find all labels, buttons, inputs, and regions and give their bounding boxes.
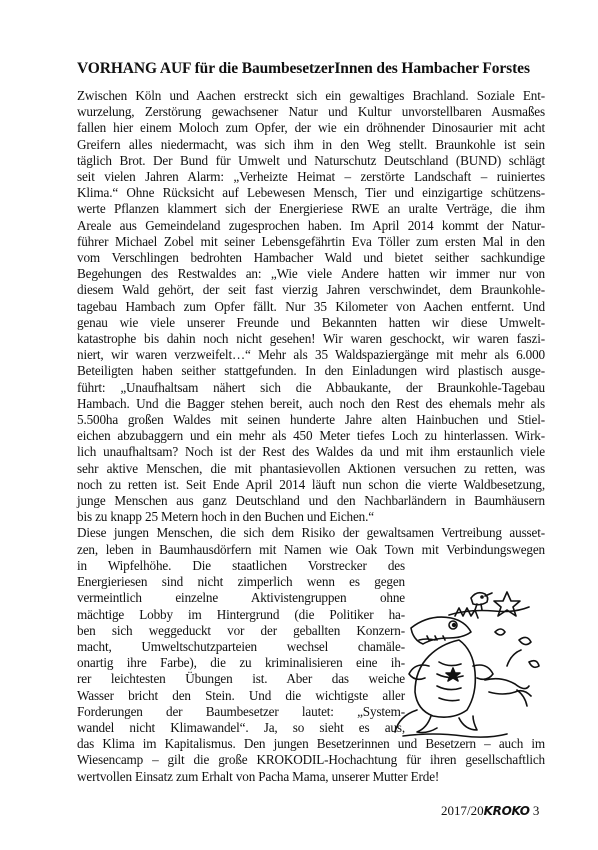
body-line: täglich Brot. Der Bund für Umwelt und Naturschutz Deutschland (BUND) schlägt — [77, 152, 545, 168]
article-title: VORHANG AUF für die BaumbesetzerInnen des Hambacher Forstes — [77, 60, 530, 77]
body-line: führt: „Unaufhaltsam nähert sich die Abbaukante, der Braunkohle-Tagebau — [77, 379, 545, 395]
body-line: onartig ihre Farbe), die zu kriminalisieren eine ih- — [77, 655, 405, 671]
body-line: Beteiligten haben seither stattgefunden. In den Einladungen wird plastisch ausge- — [77, 363, 545, 379]
body-line: Energieriesen sind nicht zimperlich wenn es gegen — [77, 574, 405, 590]
body-line: führer Michael Zobel mit seiner Lebensgefährtin Eva Töller zum ersten Mal in den — [77, 233, 545, 249]
body-line: Klima.“ Ohne Rücksicht auf Lebewesen Mensch, Tier und einzigartige schützens- — [77, 185, 545, 201]
page-number: 3 — [532, 803, 540, 818]
body-line: sehr aktive Menschen, die mit phantasievollen Aktionen versuchen zu retten, was — [77, 460, 545, 476]
body-line: rer leichtesten Übungen ist. Aber das weiche — [77, 671, 405, 687]
body-line: Hambach. Und die Bagger stehen bereit, auch noch den Rest des ehemals mehr als — [77, 395, 545, 411]
body-line: Begehungen des Restwaldes an: „Wie viele Andere hatten wir immer nur von — [77, 266, 545, 282]
body-line: werte Pflanzen klammert sich der Energieriese RWE an uralte Verträge, die ihm — [77, 201, 545, 217]
body-line: genau wie viele unserer Freunde und Bekannten hatten wir diese Umwelt- — [77, 314, 545, 330]
body-line: diesem Wald gehört, der seit fast vierzig Jahren verschwindet, dem Braunkohle- — [77, 282, 545, 298]
body-line: junge Menschen aus ganz Deutschland und den Nachbarländern in Baumhäusern — [77, 493, 545, 509]
body-line: katastrophe bis dahin noch nicht gesehen! Wir waren geschockt, wir waren faszi- — [77, 331, 545, 347]
page-footer — [441, 803, 539, 819]
body-line: macht, Umweltschutzparteien wechsel chamäle- — [77, 638, 405, 654]
body-line: noch zu retten ist. Seit Ende April 2014 läuft nun schon die vierte Waldbesetzung, — [77, 476, 545, 492]
body-line: tagebau Hambach zum Opfer fällt. Nur 35 Kilometer von Aachen entfernt. Und — [77, 298, 545, 314]
body-line: fallen hier einem Moloch zum Opfer, der wie ein dröhnender Dinosaurier mit acht — [77, 120, 545, 136]
brand-logo: KROKO — [483, 804, 530, 818]
body-line: in Wipfelhöhe. Die staatlichen Vorstrecker des — [77, 557, 405, 573]
bird-icon — [471, 593, 492, 610]
body-line: Areale aus Gemeindeland zugesprochen haben. Im April 2014 kommt der Natur- — [77, 217, 545, 233]
body-line: Greifern alles niedermacht, was sich ihm in den Weg stellt. Braunkohle ist sein — [77, 136, 545, 152]
body-line: Forderungen der Baumbesetzer lautet: „System- — [77, 703, 405, 719]
body-line: vom Verschlingen bedrohten Hambacher Wald und bietet seither sachkundige — [77, 250, 545, 266]
body-line: lich unaufhaltsam? Noch ist der Rest des Waldes da und mit ihm erstaunlich viele — [77, 444, 545, 460]
body-line: das Klima im Kapitalismus. Den jungen Besetzerinnen und Besetzern – auch im — [77, 736, 545, 752]
body-line: wurzelung, Zerstörung gewachsener Natur und Kultur unvorstellbaren Ausmaßes — [77, 104, 545, 120]
body-line: wandel nicht Klimawandel“. Ja, so sieht es aus, — [77, 719, 405, 735]
crocodile-illustration — [389, 570, 549, 745]
body-line: bis zu knapp 25 Metern hoch in den Buchen und Eichen.“ — [77, 509, 374, 525]
body-line: eichen abzubaggern und ein mehr als 450 Meter tiefes Loch zu hinterlassen. Wirk- — [77, 428, 545, 444]
body-line: wertvollen Einsatz zum Erhalt von Pacha Mama, unserer Mutter Erde! — [77, 768, 440, 784]
issue-number: 2017/20 — [441, 803, 484, 818]
body-line: zen, leben in Baumhausdörfern mit Namen wie Oak Town mit Verbindungswegen — [77, 541, 545, 557]
body-line: vermeintlich einzelne Aktivistengruppen ohne — [77, 590, 405, 606]
body-line: ben sich weggeduckt vor der geballten Konzern- — [77, 622, 405, 638]
body-line: mächtige Lobby im Hintergrund (die Politiker ha- — [77, 606, 405, 622]
body-line: Zwischen Köln und Aachen erstreckt sich ein gewaltiges Brachland. Soziale Ent- — [77, 88, 545, 103]
body-line: Diese jungen Menschen, die sich dem Risiko der gewaltsamen Vertreibung ausset- — [77, 525, 545, 541]
body-line: Wiesencamp – gilt die große KROKODIL-Hochachtung für ihren gesellschaftlich — [77, 752, 545, 768]
star-icon — [494, 592, 520, 616]
body-line: seit vielen Jahren Alarm: „Verheizte Heimat – zerstörte Landschaft – ruiniertes — [77, 169, 545, 185]
body-line: Wasser bricht den Stein. Und die wichtigste aller — [77, 687, 405, 703]
body-line: niert, wir waren verzweifelt…“ Mehr als 35 Waldspaziergänge mit mehr als 6.000 — [77, 347, 545, 363]
body-line: 5.500ha großen Waldes mit seinen hunderte Jahre alten Hainbuchen und Stiel- — [77, 412, 545, 428]
